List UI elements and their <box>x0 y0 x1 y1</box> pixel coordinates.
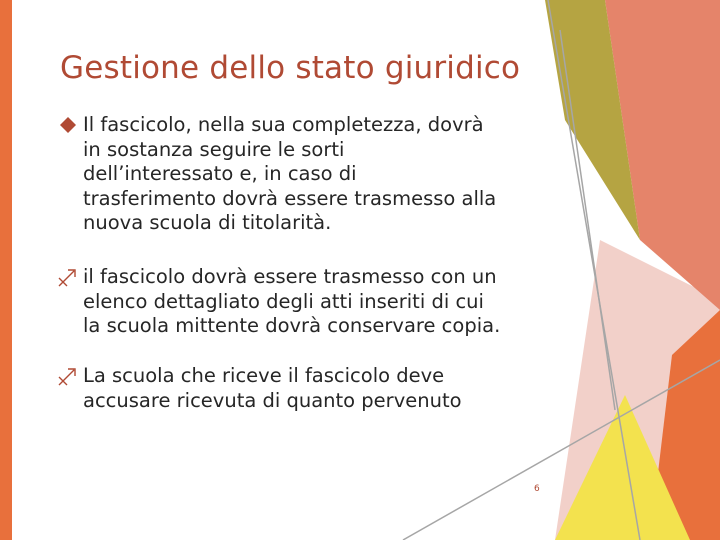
left-orange-strip <box>0 0 12 540</box>
bullet-text: il fascicolo dovrà essere trasmesso con un elenco dettagliato degli atti inseriti di cui la scuola mittente dovrà conservare copia. <box>83 265 501 337</box>
slide-number: 6 <box>534 484 540 494</box>
bullet-text: La scuola che riceve il fascicolo deve accusare ricevuta di quanto pervenuto <box>83 364 462 412</box>
diamond-bullet-icon <box>56 113 80 139</box>
arrow-bullet-icon <box>56 364 80 390</box>
arrow-bullet-icon <box>56 265 80 291</box>
bullet-text: Il fascicolo, nella sua completezza, dovrà in sostanza seguire le sorti dell’interessato e, in caso di trasferimento dovrà essere trasmesso alla nuova scuola di titolarità. <box>83 113 497 234</box>
slide-title: Gestione dello stato giuridico <box>60 50 521 86</box>
